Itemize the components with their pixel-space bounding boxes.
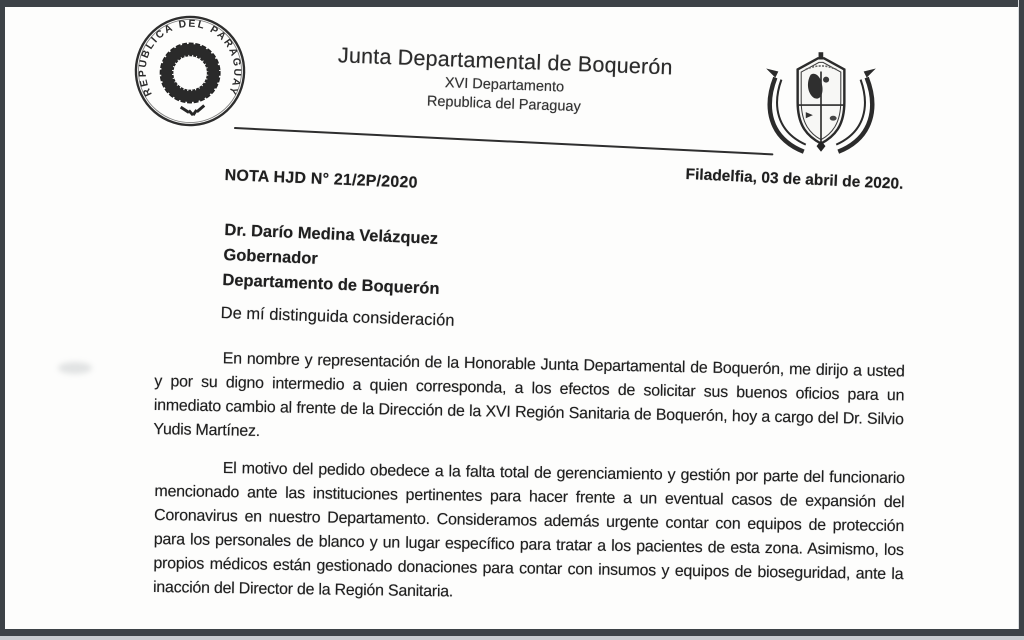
recipient-block bbox=[222, 218, 442, 302]
salutation: De mí distinguida consideración bbox=[220, 304, 455, 330]
recipient-name: Dr. Darío Medina Velázquez bbox=[224, 220, 439, 248]
scan-border-right bbox=[1018, 0, 1024, 640]
scan-border-left bbox=[0, 0, 5, 640]
note-number: NOTA HJD N° 21/2P/2020 bbox=[224, 167, 418, 192]
scan-smudge-artifact bbox=[58, 362, 92, 374]
paraguay-seal-stamp-icon bbox=[122, 8, 258, 135]
letterhead-title: Junta Departamental de Boquerón bbox=[337, 43, 674, 80]
letterhead-subtitle-department: XVI Departamento bbox=[444, 75, 565, 96]
body-paragraph-1: En nombre y representación de la Honorable Junta Departamental de Boquerón, me dirijo a usted y por su digno intermedio a quien corresponda, a los efectos de solicitar sus buenos oficios para un inmediato cambio al frente de la Dirección de la XVI Región Sanitaria de Boquerón, hoy a cargo del Dr. Silvio Yudis Martínez. bbox=[153, 350, 905, 441]
scan-border-bottom bbox=[0, 629, 1024, 636]
scan-border-bottom-light bbox=[0, 636, 1024, 640]
letterhead-rule bbox=[234, 127, 773, 155]
body-paragraph-2: El motivo del pedido obedece a la falta total de gerenciamiento y gestión por parte del funcionario mencionado ante las instituciones pertinentes para hacer frente a un eventual casos de expansión del Coronavirus en nuestro Departamento. Consideramos además urgente contar con equipos de protección para los personales de blanco y un lugar específico para tratar a los pacientes de esta zona. Asimismo, los propios médicos están gestionado donaciones para contar con insumos y equipos de bioseguridad, ante la inacción del Director de la Región Sanitaria. bbox=[152, 460, 905, 601]
boqueron-coat-of-arms-icon bbox=[755, 42, 887, 166]
date-line: Filadelfia, 03 de abril de 2020. bbox=[685, 166, 904, 193]
recipient-title: Gobernador bbox=[223, 245, 319, 268]
recipient-department: Departamento de Boquerón bbox=[222, 270, 440, 299]
scan-border-top bbox=[0, 0, 1024, 7]
seal-curved-text: REPUBLICA DEL PARAGUAY bbox=[137, 18, 243, 98]
letterhead-subtitle-country: Republica del Paraguay bbox=[426, 93, 582, 116]
letterhead bbox=[248, 40, 762, 122]
